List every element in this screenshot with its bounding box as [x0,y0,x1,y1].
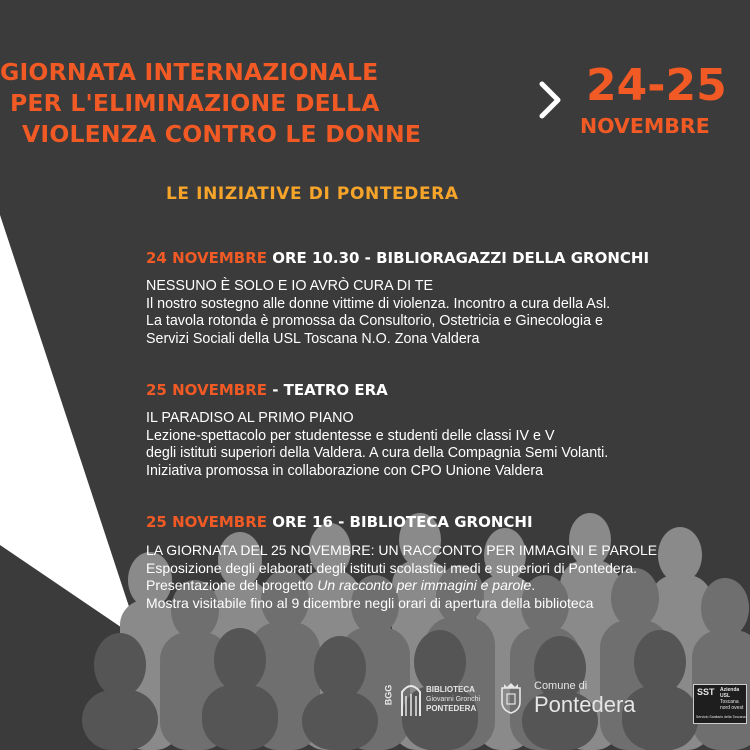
event-3-line-4: Mostra visitabile fino al 9 dicembre negli orari di apertura della biblioteca [146,594,594,611]
event-date-3: 25 NOVEMBRE [146,513,268,531]
event-1-line-2: Il nostro sostegno alle donne vittime di violenza. Incontro a cura della Asl. [146,295,611,312]
event-description-2 [146,410,608,480]
logo-sst [693,684,747,724]
logo-biblioteca-line1: BIBLIOTECA [426,685,475,694]
title-line-1: GIORNATA INTERNAZIONALE [0,58,379,86]
event-3-line-1: LA GIORNATA DEL 25 NOVEMBRE: UN RACCONTO PER IMMAGINI E PAROLE [146,542,658,558]
title-line-2: PER L'ELIMINAZIONE DELLA [10,89,380,117]
event-date-1: 24 NOVEMBRE [146,249,268,267]
event-1-line-4: Servizi Sociali della USL Toscana N.O. Zona Valdera [146,330,480,347]
event-place-3: ORE 16 - BIBLIOTECA GRONCHI [267,513,533,531]
event-heading-1 [146,248,649,268]
logo-biblioteca [384,676,504,718]
event-description-3 [146,542,657,612]
event-title [0,57,421,150]
date-range: 24-25 [586,60,727,111]
date-month: NOVEMBRE [580,114,710,138]
event-3-line-2: Esposizione degli elaborati degli istituti scolastici medi e superiori di Pontedera. [146,559,638,576]
logo-biblioteca-vertical: BGG [383,684,394,706]
coat-of-arms-icon [500,682,522,714]
chevron-right-icon [538,80,564,120]
section-title: LE INIZIATIVE DI PONTEDERA [166,184,459,204]
logo-sst-line1: SST [697,687,715,697]
event-heading-3 [146,512,657,532]
event-2-line-4: Iniziativa promossa in collaborazione con CPO Unione Valdera [146,462,544,479]
logo-comune-line1: Comune di [534,680,588,692]
logo-sst-line4: Toscana [720,699,739,705]
logo-sst-line5: nord ovest [720,705,744,711]
event-place-2: - TEATRO ERA [267,381,388,399]
event-2-line-1: IL PARADISO AL PRIMO PIANO [146,410,354,426]
event-3-line-3-text: Presentazione del progetto [146,577,318,593]
event-2-line-3: degli istituti superiori della Valdera. A cura della Compagnia Semi Volanti. [146,445,609,461]
event-block-2 [146,380,608,480]
event-3-project-title: Un racconto per immagini e parole [317,577,532,593]
title-line-3: VIOLENZA CONTRO LE DONNE [22,120,422,148]
event-place-1: ORE 10.30 - BIBLIORAGAZZI DELLA GRONCHI [267,249,650,267]
logo-sst-line3: USL [720,693,730,699]
logo-comune [500,680,680,720]
logo-sst-line6: Servizio Sanitario della Toscana [696,715,746,719]
event-1-line-1: NESSUNO È SOLO E IO AVRÒ CURA DI TE [146,278,434,294]
logo-sst-line2: Azienda [720,687,740,693]
event-1-line-3: La tavola rotonda è promossa da Consultorio, Ostetricia e Ginecologia e [146,313,603,329]
event-3-project-suffix: . [531,577,536,593]
event-3-line-3 [146,577,657,595]
event-date-2: 25 NOVEMBRE [146,381,268,399]
event-description-1 [146,278,649,348]
logo-biblioteca-line2: Giovanni Gronchi [426,696,481,703]
event-2-line-2: Lezione-spettacolo per studentesse e studenti delle classi IV e V [146,427,555,444]
event-heading-2 [146,380,608,400]
event-block-3 [146,512,657,612]
logo-comune-line2: Pontedera [534,692,636,717]
library-building-icon [398,680,424,716]
logo-biblioteca-line3: PONTEDERA [426,704,477,713]
event-block-1 [146,248,649,348]
